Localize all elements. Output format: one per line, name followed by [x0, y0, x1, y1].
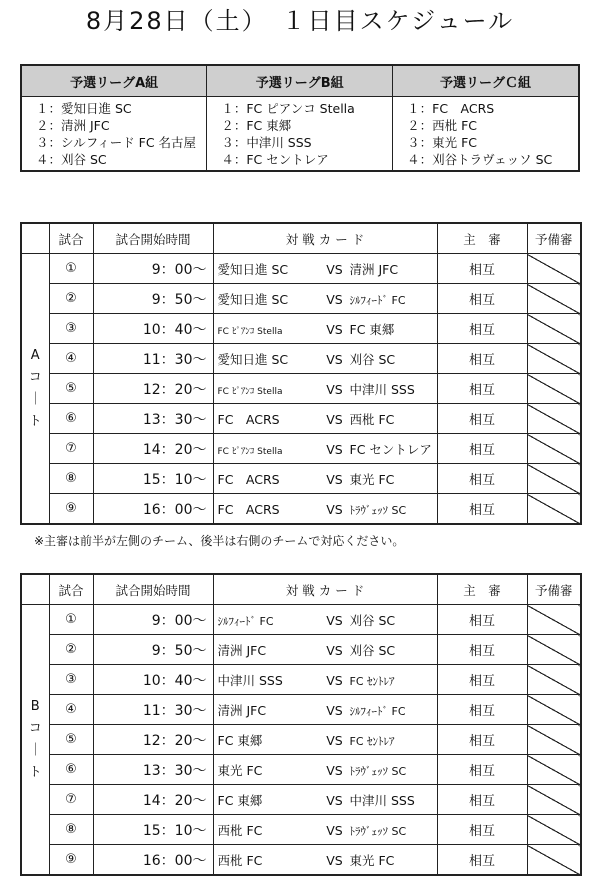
court-label: [21, 605, 49, 876]
match-row: [21, 665, 581, 695]
away-team: 西枇 FC: [349, 411, 395, 427]
court-a-schedule-table: [20, 222, 582, 525]
away-team: ﾄﾗｳﾞｪｯｿ SC: [349, 503, 407, 517]
reserve-referee: [527, 374, 581, 404]
team-entry: ３：東光 FC: [407, 135, 478, 150]
court-header-blank: [21, 223, 49, 254]
referee: 相互: [437, 695, 527, 725]
away-team: 刈谷 SC: [349, 612, 396, 628]
referee: 相互: [437, 755, 527, 785]
reserve-referee: [527, 785, 581, 815]
vs-label: VS: [326, 702, 343, 718]
away-team: FC ｾﾝﾄﾚｱ: [349, 734, 395, 748]
match-card: [213, 665, 437, 695]
match-card: [213, 695, 437, 725]
vs-label: VS: [326, 672, 343, 688]
match-number: ④: [49, 344, 93, 374]
match-row: [21, 755, 581, 785]
match-row: [21, 785, 581, 815]
vs-label: VS: [326, 441, 343, 457]
team-entry: ４：刈谷 SC: [36, 152, 107, 167]
away-team: ﾄﾗｳﾞｪｯｿ SC: [349, 824, 407, 838]
reserve-referee: [527, 494, 581, 525]
home-team: FC ﾋﾟｱﾝｺ Stella: [217, 446, 283, 457]
match-card: [213, 254, 437, 284]
col-header-start-time: 試合開始時間: [93, 223, 213, 254]
court-header-blank: [21, 574, 49, 605]
reserve-referee: [527, 695, 581, 725]
match-card: [213, 845, 437, 876]
referee: 相互: [437, 344, 527, 374]
match-start-time: 12：20～: [93, 374, 213, 404]
home-team: FC 東郷: [217, 792, 263, 808]
home-team: FC ﾋﾟｱﾝｺ Stella: [217, 326, 283, 337]
match-number: ③: [49, 665, 93, 695]
match-card: [213, 785, 437, 815]
vs-label: VS: [326, 291, 343, 307]
match-start-time: 15：10～: [93, 815, 213, 845]
match-row: [21, 845, 581, 876]
league-c-header: 予選リーグＣ組: [393, 65, 579, 97]
match-card: [213, 314, 437, 344]
away-team: 刈谷 SC: [349, 642, 396, 658]
match-number: ④: [49, 695, 93, 725]
match-start-time: 13：30～: [93, 755, 213, 785]
vs-label: VS: [326, 792, 343, 808]
home-team: 愛知日進 SC: [217, 261, 289, 277]
match-start-time: 9：50～: [93, 284, 213, 314]
match-number: ⑦: [49, 785, 93, 815]
referee: 相互: [437, 284, 527, 314]
col-header-match: 試合: [49, 574, 93, 605]
team-entry: ３：中津川 SSS: [221, 135, 312, 150]
away-team: ｼﾙﾌｨｰﾄﾞ FC: [349, 704, 406, 718]
home-team: 中津川 SSS: [217, 672, 283, 688]
match-row: [21, 404, 581, 434]
match-card: [213, 755, 437, 785]
away-team: 東光 FC: [349, 852, 395, 868]
home-team: 西枇 FC: [217, 852, 263, 868]
league-b-teams: [207, 97, 393, 172]
match-start-time: 9：00～: [93, 605, 213, 635]
match-row: [21, 284, 581, 314]
col-header-reserve-referee: 予備審: [527, 574, 581, 605]
col-header-match-card: 対 戦 カ ー ド: [213, 223, 437, 254]
match-start-time: 9：00～: [93, 254, 213, 284]
match-row: [21, 725, 581, 755]
match-number: ⑥: [49, 755, 93, 785]
vs-label: VS: [326, 321, 343, 337]
away-team: 清洲 JFC: [349, 261, 399, 277]
referee: 相互: [437, 785, 527, 815]
match-number: ①: [49, 254, 93, 284]
reserve-referee: [527, 314, 581, 344]
match-start-time: 12：20～: [93, 725, 213, 755]
reserve-referee: [527, 755, 581, 785]
match-start-time: 10：40～: [93, 314, 213, 344]
match-number: ⑦: [49, 434, 93, 464]
referee: 相互: [437, 665, 527, 695]
home-team: FC ﾋﾟｱﾝｺ Stella: [217, 386, 283, 397]
reserve-referee: [527, 344, 581, 374]
referee-note: ※主審は前半が左側のチーム、後半は右側のチームで対応ください。: [34, 534, 405, 548]
vs-label: VS: [326, 762, 343, 778]
away-team: 東光 FC: [349, 471, 395, 487]
vs-label: VS: [326, 381, 343, 397]
match-number: ⑥: [49, 404, 93, 434]
match-card: [213, 404, 437, 434]
team-entry: ３：シルフィード FC 名古屋: [36, 135, 197, 150]
court-label-text: B コ ｜ ト: [28, 698, 42, 780]
referee: 相互: [437, 635, 527, 665]
team-entry: ４：FC セントレア: [221, 152, 329, 167]
reserve-referee: [527, 845, 581, 876]
home-team: 愛知日進 SC: [217, 351, 289, 367]
away-team: FC ｾﾝﾄﾚｱ: [349, 674, 395, 688]
team-entry: １：FC ACRS: [407, 101, 495, 116]
league-groups-table: [20, 64, 580, 172]
vs-label: VS: [326, 822, 343, 838]
col-header-referee: 主 審: [437, 574, 527, 605]
home-team: ｼﾙﾌｨｰﾄﾞ FC: [217, 614, 274, 628]
match-card: [213, 815, 437, 845]
home-team: 東光 FC: [217, 762, 263, 778]
referee: 相互: [437, 434, 527, 464]
match-row: [21, 314, 581, 344]
col-header-match: 試合: [49, 223, 93, 254]
referee: 相互: [437, 815, 527, 845]
reserve-referee: [527, 665, 581, 695]
referee: 相互: [437, 494, 527, 525]
home-team: FC ACRS: [217, 501, 280, 517]
league-b-header: 予選リーグB組: [207, 65, 393, 97]
home-team: FC 東郷: [217, 732, 263, 748]
home-team: FC ACRS: [217, 471, 280, 487]
home-team: FC ACRS: [217, 411, 280, 427]
reserve-referee: [527, 635, 581, 665]
court-b-schedule-table: [20, 573, 582, 876]
match-card: [213, 494, 437, 525]
referee: 相互: [437, 845, 527, 876]
referee: 相互: [437, 374, 527, 404]
team-entry: １：愛知日進 SC: [36, 101, 132, 116]
home-team: 愛知日進 SC: [217, 291, 289, 307]
away-team: ｼﾙﾌｨｰﾄﾞ FC: [349, 293, 406, 307]
match-number: ⑧: [49, 464, 93, 494]
away-team: 中津川 SSS: [349, 381, 415, 397]
col-header-reserve-referee: 予備審: [527, 223, 581, 254]
match-row: [21, 605, 581, 635]
match-card: [213, 605, 437, 635]
league-c-teams: [393, 97, 579, 172]
home-team: 清洲 JFC: [217, 702, 267, 718]
reserve-referee: [527, 434, 581, 464]
col-header-match-card: 対 戦 カ ー ド: [213, 574, 437, 605]
match-start-time: 15：10～: [93, 464, 213, 494]
match-number: ⑤: [49, 725, 93, 755]
reserve-referee: [527, 284, 581, 314]
match-number: ⑤: [49, 374, 93, 404]
vs-label: VS: [326, 732, 343, 748]
vs-label: VS: [326, 411, 343, 427]
match-start-time: 14：20～: [93, 785, 213, 815]
referee: 相互: [437, 725, 527, 755]
match-row: [21, 635, 581, 665]
referee: 相互: [437, 464, 527, 494]
match-row: [21, 695, 581, 725]
referee: 相互: [437, 314, 527, 344]
team-entry: ２：FC 東郷: [221, 118, 292, 133]
court-label: [21, 254, 49, 525]
team-entry: ４：刈谷トラヴェッソ SC: [407, 152, 553, 167]
vs-label: VS: [326, 501, 343, 517]
match-start-time: 16：00～: [93, 494, 213, 525]
match-row: [21, 374, 581, 404]
match-card: [213, 374, 437, 404]
page-title: 8月28日（土） １日目スケジュール: [85, 7, 515, 35]
home-team: 清洲 JFC: [217, 642, 267, 658]
vs-label: VS: [326, 852, 343, 868]
match-number: ②: [49, 284, 93, 314]
referee: 相互: [437, 404, 527, 434]
match-number: ②: [49, 635, 93, 665]
match-number: ⑨: [49, 494, 93, 525]
referee: 相互: [437, 254, 527, 284]
reserve-referee: [527, 815, 581, 845]
league-a-header: 予選リーグA組: [21, 65, 207, 97]
vs-label: VS: [326, 351, 343, 367]
away-team: FC 東郷: [349, 321, 395, 337]
match-row: [21, 254, 581, 284]
match-row: [21, 494, 581, 525]
match-card: [213, 464, 437, 494]
vs-label: VS: [326, 471, 343, 487]
match-number: ③: [49, 314, 93, 344]
away-team: ﾄﾗｳﾞｪｯｿ SC: [349, 764, 407, 778]
reserve-referee: [527, 254, 581, 284]
match-start-time: 11：30～: [93, 695, 213, 725]
team-entry: １：FC ピアンコ Stella: [221, 101, 355, 116]
match-card: [213, 434, 437, 464]
match-row: [21, 344, 581, 374]
match-start-time: 11：30～: [93, 344, 213, 374]
match-row: [21, 434, 581, 464]
match-start-time: 13：30～: [93, 404, 213, 434]
match-number: ①: [49, 605, 93, 635]
match-card: [213, 284, 437, 314]
away-team: FC セントレア: [349, 441, 432, 457]
col-header-start-time: 試合開始時間: [93, 574, 213, 605]
match-start-time: 14：20～: [93, 434, 213, 464]
match-number: ⑨: [49, 845, 93, 876]
team-entry: ２：西枇 FC: [407, 118, 478, 133]
away-team: 刈谷 SC: [349, 351, 396, 367]
match-card: [213, 725, 437, 755]
vs-label: VS: [326, 612, 343, 628]
match-start-time: 10：40～: [93, 665, 213, 695]
match-row: [21, 464, 581, 494]
reserve-referee: [527, 605, 581, 635]
court-label-text: A コ ｜ ト: [28, 347, 42, 429]
match-start-time: 16：00～: [93, 845, 213, 876]
home-team: 西枇 FC: [217, 822, 263, 838]
match-card: [213, 635, 437, 665]
match-number: ⑧: [49, 815, 93, 845]
reserve-referee: [527, 725, 581, 755]
away-team: 中津川 SSS: [349, 792, 415, 808]
league-a-teams: [21, 97, 207, 172]
team-entry: ２：清洲 JFC: [36, 118, 110, 133]
match-start-time: 9：50～: [93, 635, 213, 665]
vs-label: VS: [326, 642, 343, 658]
reserve-referee: [527, 464, 581, 494]
match-row: [21, 815, 581, 845]
col-header-referee: 主 審: [437, 223, 527, 254]
referee: 相互: [437, 605, 527, 635]
vs-label: VS: [326, 261, 343, 277]
match-card: [213, 344, 437, 374]
reserve-referee: [527, 404, 581, 434]
